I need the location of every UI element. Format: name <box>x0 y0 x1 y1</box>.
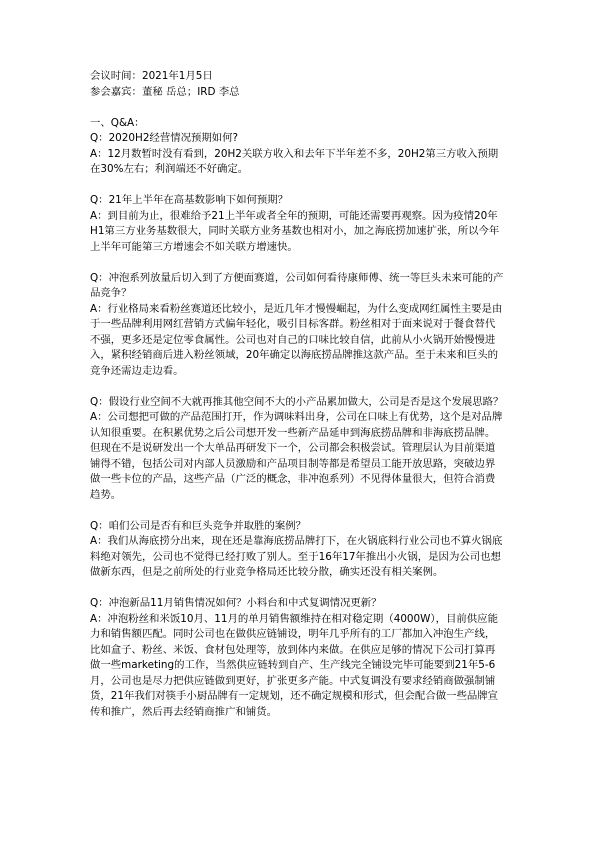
qa-item <box>90 395 505 504</box>
question: Q：2020H2经营情况预期如何? <box>90 132 239 144</box>
question: Q：21年上半年在高基数影响下如何预期？ <box>90 194 289 206</box>
section-title: 一、Q&A： <box>90 116 145 129</box>
answer: A：12月数暂时没有看到，20H2关联方收入和去年下半年差不多，20H2第三方收入预期在30%左右；利润端还不好确定。 <box>90 147 499 175</box>
question: Q：冲泡新品11月销售情况如何？小料台和中式复调情况更新？ <box>90 597 382 609</box>
answer: A：冲泡粉丝和米饭10月、11月的单月销售额维持在相对稳定期（4000W），目前供应能力和销售额匹配。同时公司也在做供应链铺设，明年几乎所有的工厂都加入冲泡生产线，比如盒子、粉丝、米饭、食材包处理等，放到体内来做。在供应足够的情况下公司打算再做一些marketing的工作，当然供应链转到自产、生产线完全铺设完毕可能要到21年5-6月，公司也是尽力把供应链做到更好，扩张更多产能。中式复调没有要求经销商做强制铺货，21年我们对筷手小厨品牌有一定规划，还不确定规模和形式，但会配合做一些品牌宣传和推广，然后再去经销商推广和铺货。 <box>90 612 499 718</box>
answer: A：我们从海底捞分出来，现在还是靠海底捞品牌打下，在火锅底料行业公司也不算火锅底料绝对领先，公司也不觉得已经打败了别人。至于16年17年推出小火锅，是因为公司也想做新东西，但是之前所处的行业竞争格局还比较分散，确实还没有相关案例。 <box>90 535 503 578</box>
meeting-info <box>90 69 505 100</box>
qa-item <box>90 131 505 178</box>
qa-item <box>90 193 505 255</box>
meeting-time: 会议时间：2021年1月5日 <box>90 70 213 82</box>
question: Q：咱们公司是否有和巨头竞争并取胜的案例？ <box>90 519 306 532</box>
qa-list <box>90 131 505 720</box>
answer: A：到目前为止，很难给予21上半年或者全年的预期，可能还需要再观察。因为疫情20年H1第三方业务基数很大，同时关联方业务基数也相对小，加之海底捞加速扩张，所以今年上半年可能第三方增速会不如关联方增速快。 <box>90 209 500 253</box>
question: Q：冲泡系列放量后切入到了方便面赛道，公司如何看待康师傅、统一等巨头未来可能的产品竞争？ <box>90 271 504 299</box>
answer: A：公司想把可做的产品范围打开，作为调味料出身，公司在口味上有优势，这个是对品牌认知很重要。在积累优势之后公司想开发一些新产品延申到海底捞品牌和非海底捞品牌。但现在不是说研发出一个大单品再研发下一个，公司都会积极尝试。管理层认为目前渠道铺得不错，包括公司对内部人员激励和产品项目制等都是希望员工能开放思路，突破边界做一些卡位的产品，这些产品（广泛的概念，非冲泡系列）不见得体量很大，但符合消费趋势。 <box>90 411 503 501</box>
qa-item <box>90 271 505 380</box>
qa-item <box>90 519 505 581</box>
spacer <box>90 100 505 116</box>
meeting-guests: 参会嘉宾：董秘 岳总；IRD 李总 <box>90 85 240 98</box>
question: Q：假设行业空间不大就再推其他空间不大的小产品累加做大，公司是否是这个发展思路？ <box>90 395 504 408</box>
qa-item <box>90 596 505 720</box>
answer: A：行业格局来看粉丝赛道还比较小，是近几年才慢慢崛起，为什么变成网红属性主要是由于一些品牌利用网红营销方式偏年轻化，吸引目标客群。粉丝相对于面来说对于餐食替代不强，更多还是定位零食属性。公司也对自己的口味比较自信，此前从小火锅开始慢慢进入，紧积经销商后进入粉丝领域，20年确定以海底捞品牌推这款产品。至于未来和巨头的竞争还需边走边看。 <box>90 302 503 377</box>
